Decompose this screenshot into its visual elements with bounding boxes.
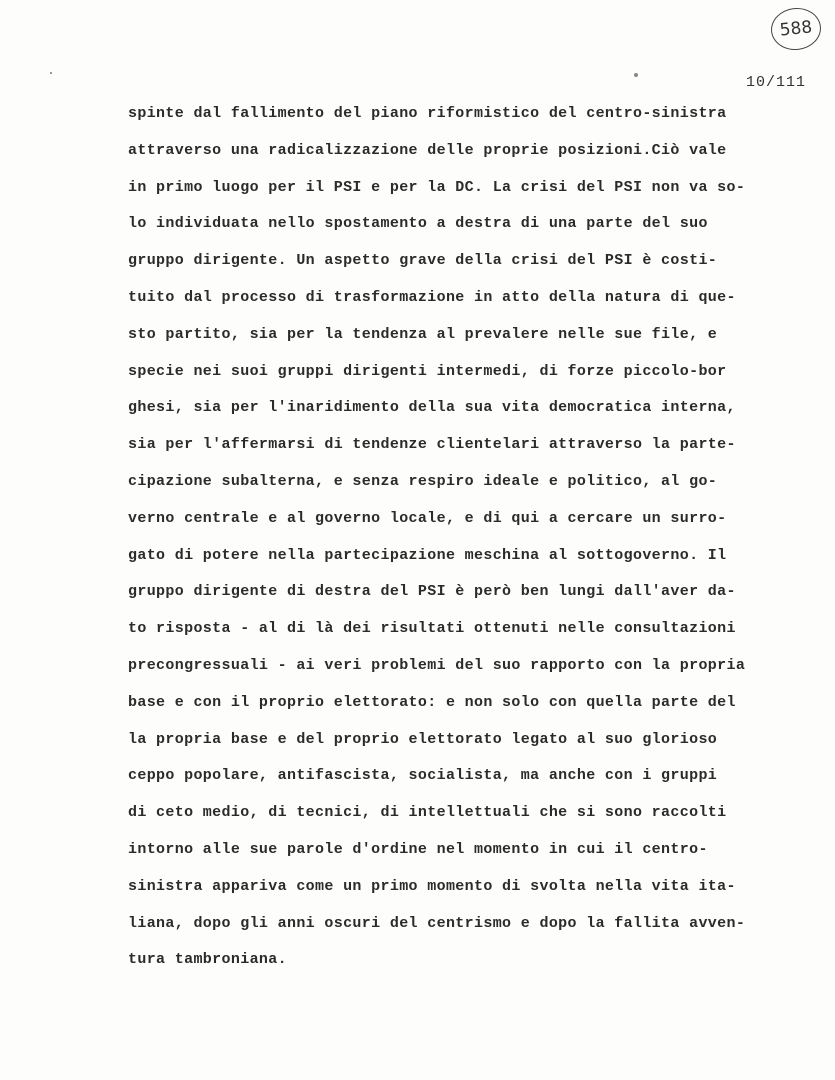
text-line: gato di potere nella partecipazione meschina al sottogoverno. Il [128, 546, 727, 564]
text-line: la propria base e del proprio elettorato legato al suo glorioso [128, 730, 718, 748]
text-line: tuito dal processo di trasformazione in atto della natura di que- [128, 288, 736, 306]
text-line: intorno alle sue parole d'ordine nel momento in cui il centro- [128, 840, 708, 858]
archive-stamp-number: 588 [778, 17, 814, 41]
text-line: gruppo dirigente di destra del PSI è però ben lungi dall'aver da- [128, 583, 736, 601]
text-line: attraverso una radicalizzazione delle proprie posizioni.Ciò vale [128, 141, 727, 159]
archive-stamp [769, 6, 823, 53]
text-line: in primo luogo per il PSI e per la DC. La crisi del PSI non va so- [128, 178, 746, 196]
text-line: liana, dopo gli anni oscuri del centrismo e dopo la fallita avven- [128, 914, 746, 932]
text-line: ghesi, sia per l'inaridimento della sua vita democratica interna, [128, 399, 736, 417]
text-line: spinte dal fallimento del piano riformistico del centro-sinistra [128, 105, 727, 122]
text-line: specie nei suoi gruppi dirigenti intermedi, di forze piccolo-bor [128, 362, 727, 380]
text-line: sia per l'affermarsi di tendenze clientelari attraverso la parte- [128, 436, 736, 454]
text-line: tura tambroniana. [128, 951, 287, 969]
text-line: to risposta - al di là dei risultati ottenuti nelle consultazioni [128, 620, 736, 638]
text-line: lo individuata nello spostamento a destra di una parte del suo [128, 215, 708, 233]
text-line: precongressuali - ai veri problemi del suo rapporto con la propria [128, 656, 746, 674]
text-line: gruppo dirigente. Un aspetto grave della crisi del PSI è costi- [128, 252, 718, 270]
text-line: sinistra appariva come un primo momento di svolta nella vita ita- [128, 877, 736, 895]
paper-speck [50, 72, 52, 74]
text-line: ceppo popolare, antifascista, socialista, ma anche con i gruppi [128, 767, 718, 785]
typewritten-body [128, 104, 808, 987]
ink-speck [634, 73, 638, 77]
text-line: base e con il proprio elettorato: e non solo con quella parte del [128, 693, 736, 711]
text-line: sto partito, sia per la tendenza al prevalere nelle sue file, e [128, 325, 718, 343]
text-line: di ceto medio, di tecnici, di intellettuali che si sono raccolti [128, 804, 727, 822]
text-line: cipazione subalterna, e senza respiro ideale e politico, al go- [128, 472, 718, 490]
text-line: verno centrale e al governo locale, e di qui a cercare un surro- [128, 509, 727, 527]
page-number: 10/111 [746, 74, 807, 91]
